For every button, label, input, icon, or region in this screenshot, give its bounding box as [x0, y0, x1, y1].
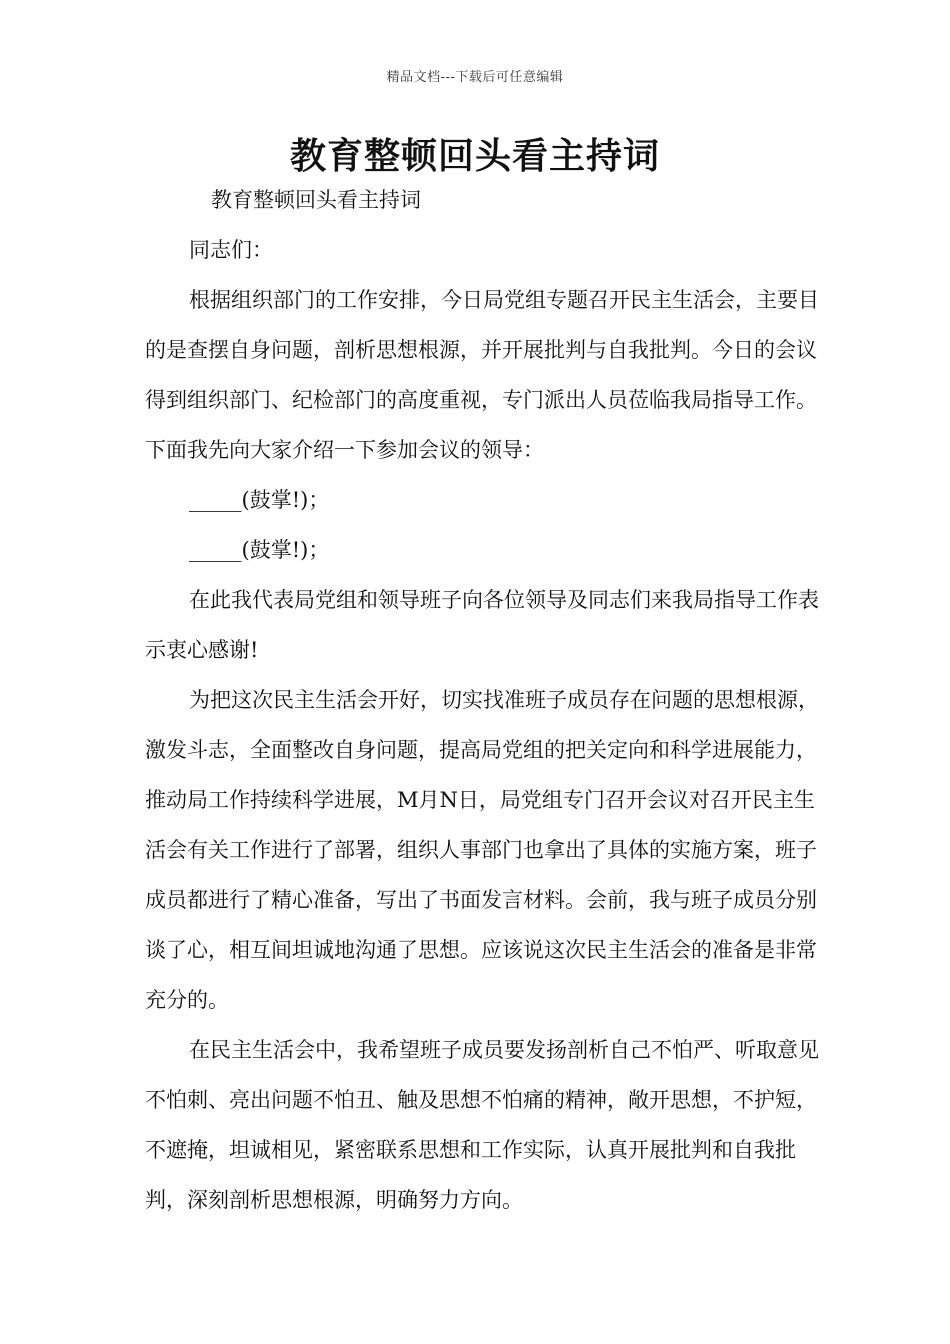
header-note: 精品文档---下载后可任意编辑 [386, 70, 564, 85]
paragraph-expectations: 在民主生活会中，我希望班子成员要发扬剖析自己不怕严、听取意见不怕刺、亮出问题不怕丑、触及思想不怕痛的精神，敞开思想，不护短，不遮掩，坦诚相见，紧密联系思想和工作实际，认真开展批判和自我批判，深刻剖析思想根源，明确努力方向。 [145, 1038, 819, 1212]
paragraph-intro: 根据组织部门的工作安排，今日局党组专题召开民主生活会，主要目的是查摆自身问题，剖析思想根源，并开展批判与自我批判。今日的会议得到组织部门、纪检部门的高度重视，专门派出人员莅临我局指导工作。下面我先向大家介绍一下参加会议的领导： [145, 288, 819, 462]
document-subtitle: 教育整顿回头看主持词 [211, 188, 421, 212]
paragraph-thanks: 在此我代表局党组和领导班子向各位领导及同志们来我局指导工作表示衷心感谢! [145, 588, 819, 662]
document-title: 教育整顿回头看主持词 [289, 136, 660, 177]
document-body [145, 175, 825, 1225]
paragraph-applause-2: _____(鼓掌!)； [189, 538, 330, 562]
paragraph-salutation: 同志们： [189, 238, 273, 262]
paragraph-applause-1: _____(鼓掌!)； [189, 488, 330, 512]
paragraph-preparation: 为把这次民主生活会开好，切实找准班子成员存在问题的思想根源，激发斗志，全面整改自身问题，提高局党组的把关定向和科学进展能力，推动局工作持续科学进展，M月N日，局党组专门召开会议对召开民主生活会有关工作进行了部署，组织人事部门也拿出了具体的实施方案，班子成员都进行了精心准备，写出了书面发言材料。会前，我与班子成员分别谈了心，相互间坦诚地沟通了思想。应该说这次民主生活会的准备是非常充分的。 [145, 688, 819, 1012]
